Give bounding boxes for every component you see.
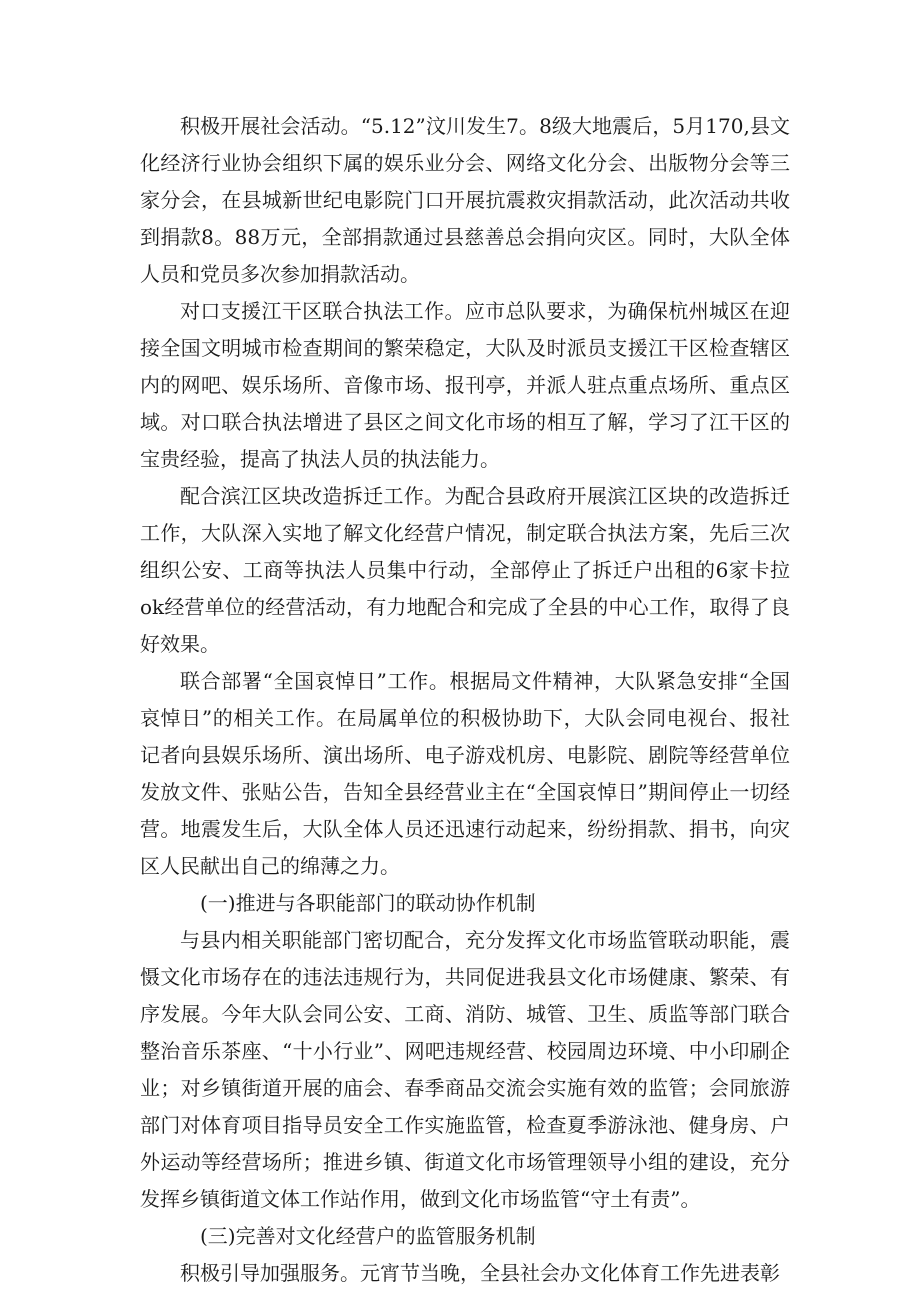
paragraph-service: 积极引导加强服务。元宵节当晚，全县社会办文化体育工作先进表彰 (180, 1261, 780, 1285)
paragraph-binjiang-relocation: 配合滨江区块改造拆迁工作。为配合县政府开展滨江区块的改造拆迁工作，大队深入实地了解文化经营户情况，制定联合执法方案，先后三次组织公安、工商等执法人员集中行动，全部停止了拆迁户出租的6家卡拉ok经营单位的经营活动，有力地配合和完成了全县的中心工作，取得了良好效果。 (140, 484, 790, 656)
section-heading-coordination: (一)推进与各职能部门的联动协作机制 (200, 891, 536, 915)
section-heading-supervision: (三)完善对文化经营户的监管服务机制 (200, 1224, 536, 1248)
paragraph-social-activities: 积极开展社会活动。“5.12”汶川发生7。8级大地震后，5月170,县文化经济行业协会组织下属的娱乐业分会、网络文化分会、出版物分会等三家分会，在县城新世纪电影院门口开展抗震救灾捐款活动，此次活动共收到捐款8。88万元，全部捐款通过县慈善总会捐向灾区。同时，大队全体人员和党员多次参加捐款活动。 (140, 114, 790, 286)
paragraph-coordination: 与县内相关职能部门密切配合，充分发挥文化市场监管联动职能，震慑文化市场存在的违法违规行为，共同促进我县文化市场健康、繁荣、有序发展。今年大队会同公安、工商、消防、城管、卫生、质监等部门联合整治音乐茶座、“十小行业”、网吧违规经营、校园周边环境、中小印刷企业；对乡镇街道开展的庙会、春季商品交流会实施有效的监管；会同旅游部门对体育项目指导员安全工作实施监管，检查夏季游泳池、健身房、户外运动等经营场所；推进乡镇、街道文化市场管理领导小组的建设，充分发挥乡镇街道文体工作站作用，做到文化市场监管“守土有责”。 (140, 928, 790, 1211)
paragraph-jianggan-support: 对口支援江干区联合执法工作。应市总队要求，为确保杭州城区在迎接全国文明城市检查期间的繁荣稳定，大队及时派员支援江干区检查辖区内的网吧、娱乐场所、音像市场、报刊亭，并派人驻点重点场所、重点区域。对口联合执法增进了县区之间文化市场的相互了解，学习了江干区的宝贵经验，提高了执法人员的执法能力。 (140, 299, 790, 471)
paragraph-mourning-day: 联合部署“全国哀悼日”工作。根据局文件精神，大队紧急安排“全国哀悼日”的相关工作。在局属单位的积极协助下，大队会同电视台、报社记者向县娱乐场所、演出场所、电子游戏机房、电影院、剧院等经营单位发放文件、张贴公告，告知全县经营业主在“全国哀悼日”期间停止一切经营。地震发生后，大队全体人员还迅速行动起来，纷纷捐款、捐书，向灾区人民献出自己的绵薄之力。 (140, 669, 790, 878)
document-body (140, 108, 790, 1292)
